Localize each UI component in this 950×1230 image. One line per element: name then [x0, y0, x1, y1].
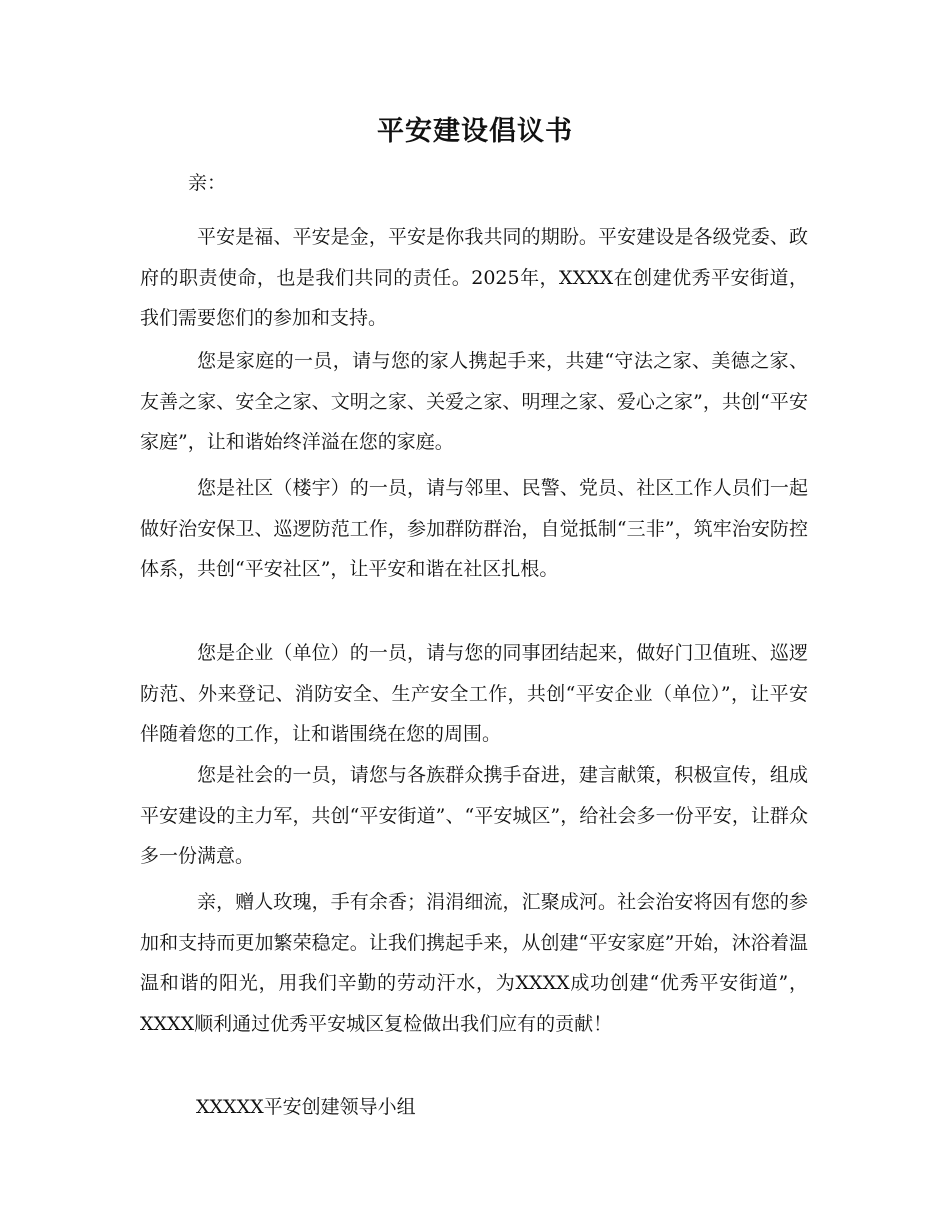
signature: XXXXX平安创建领导小组	[196, 1096, 416, 1118]
paragraph-1: 平安是福、平安是金，平安是你我共同的期盼。平安建设是各级党委、政府的职责使命，也是我们共同的责任。2025年，XXXX在创建优秀平安街道，我们需要您们的参加和支持。	[140, 226, 808, 329]
paragraph-6: 亲，赠人玫瑰，手有余香；涓涓细流，汇聚成河。社会治安将因有您的参加和支持而更加繁荣稳定。让我们携起手来，从创建“平安家庭”开始，沐浴着温温和谐的阳光，用我们辛勤的劳动汗水，为XXXX成功创建“优秀平安街道”，XXXX顺利通过优秀平安城区复检做出我们应有的贡献！	[140, 891, 808, 1035]
paragraph-4: 您是企业（单位）的一员，请与您的同事团结起来，做好门卫值班、巡逻防范、外来登记、消防安全、生产安全工作，共创“平安企业（单位）”，让平安伴随着您的工作，让和谐围绕在您的周围。	[140, 642, 808, 745]
salutation: 亲：	[188, 172, 227, 194]
paragraph-3: 您是社区（楼宇）的一员，请与邻里、民警、党员、社区工作人员们一起做好治安保卫、巡逻防范工作，参加群防群治，自觉抵制“三非”，筑牢治安防控体系，共创“平安社区”，让平安和谐在社区扎根。	[140, 477, 808, 580]
document-title: 平安建设倡议书	[377, 116, 573, 147]
paragraph-2: 您是家庭的一员，请与您的家人携起手来，共建“守法之家、美德之家、友善之家、安全之家、文明之家、关爱之家、明理之家、爱心之家”，共创“平安家庭”，让和谐始终洋溢在您的家庭。	[140, 350, 808, 453]
paragraph-5: 您是社会的一员，请您与各族群众携手奋进，建言献策，积极宣传，组成平安建设的主力军，共创“平安街道”、“平安城区”，给社会多一份平安，让群众多一份满意。	[140, 764, 808, 867]
